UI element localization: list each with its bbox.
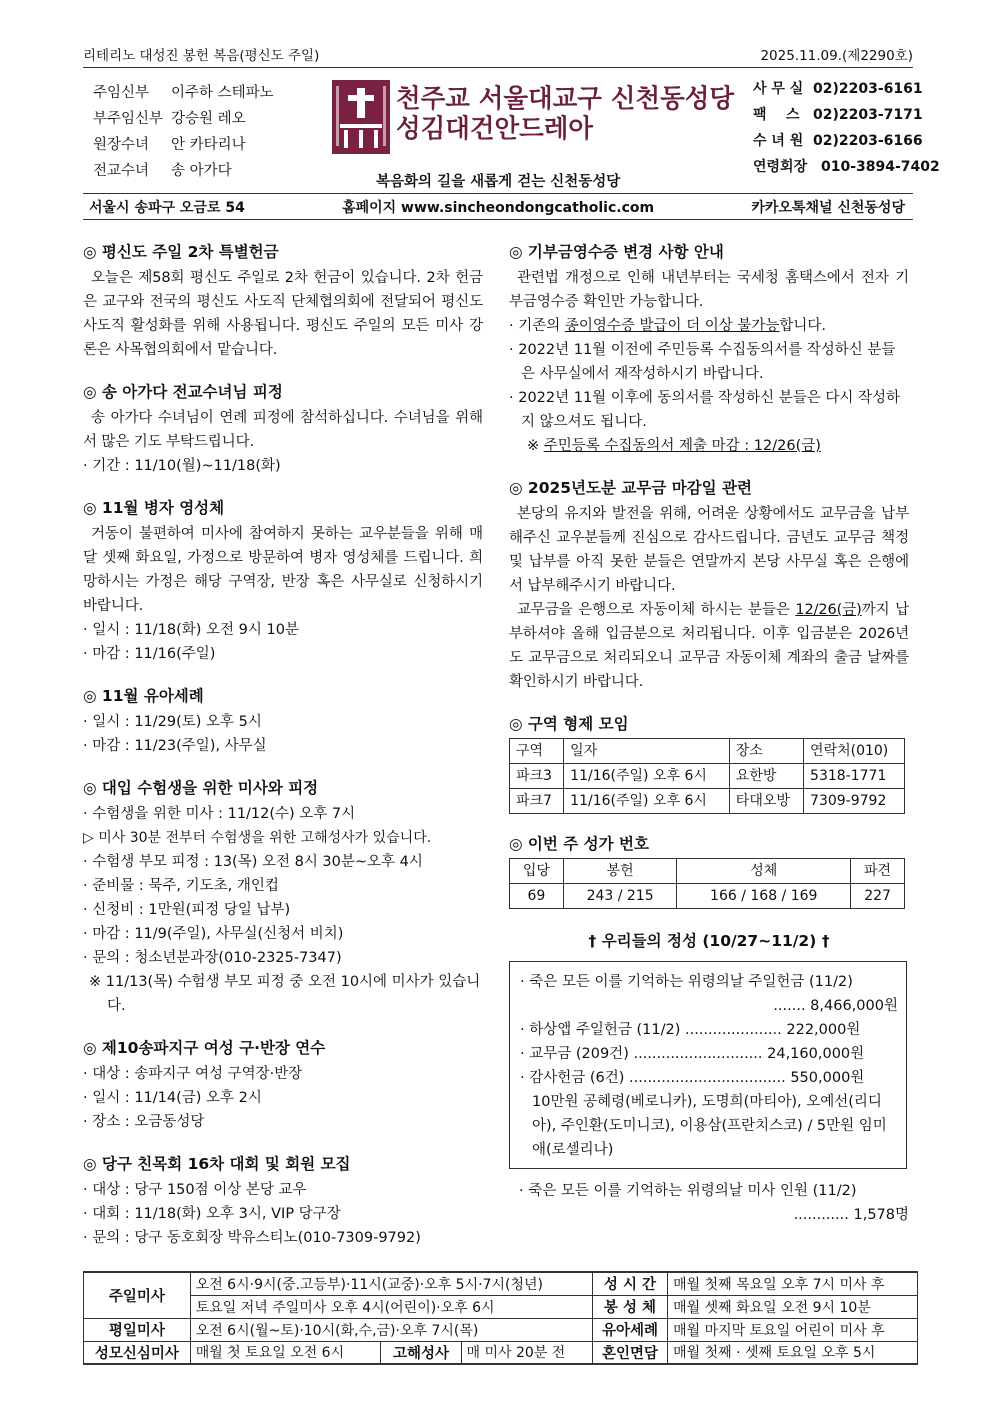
staff-row bbox=[93, 106, 274, 132]
notice-section bbox=[83, 1152, 483, 1250]
schedule-value: 매월 셋째 화요일 오전 9시 10분 bbox=[668, 1295, 918, 1318]
list-item: ▷ 미사 30분 전부터 수험생을 위한 고해성사가 있습니다. bbox=[83, 830, 432, 846]
list-item: · 준비물 : 묵주, 기도초, 개인컵 bbox=[83, 878, 279, 894]
contact-number: 02)2203-6166 bbox=[813, 133, 923, 149]
offering-amount: ....... 8,466,000원 bbox=[773, 998, 898, 1014]
list-item: · 마감 : 11/9(주일), 사무실(신청서 비치) bbox=[83, 926, 344, 942]
gospel-title: 리테리노 대성진 봉헌 복음(평신도 주일) bbox=[83, 48, 320, 64]
address-bar bbox=[83, 193, 913, 220]
schedule-label: 주일미사 bbox=[84, 1272, 191, 1318]
homepage-link[interactable]: 홈페이지 www.sincheondongcatholic.com bbox=[342, 200, 655, 216]
contact-label: 수 녀 원 bbox=[753, 133, 804, 149]
table-row bbox=[84, 1295, 918, 1318]
table-header: 성체 bbox=[677, 859, 851, 884]
section-body: 송 아가다 수녀님이 연례 피정에 참석하십니다. 수녀님을 위해서 많은 기도 부탁드립니다. bbox=[83, 410, 483, 450]
table-row bbox=[510, 764, 905, 789]
hymn-table bbox=[509, 858, 905, 909]
table-cell: 파크7 bbox=[510, 789, 564, 814]
table-cell: 7309-9792 bbox=[804, 789, 905, 814]
list-item: · 일시 : 11/14(금) 오후 2시 bbox=[83, 1090, 262, 1106]
schedule-label: 혼인면담 bbox=[592, 1341, 667, 1364]
section-title: ◎ 대입 수험생을 위한 미사와 피정 bbox=[83, 779, 319, 797]
staff-role: 부주임신부 bbox=[93, 111, 164, 127]
contact-row bbox=[753, 76, 940, 102]
list-item: ※ 11/13(목) 수험생 부모 피정 중 오전 10시에 미사가 있습니다. bbox=[89, 974, 481, 1014]
offering-line: · 감사헌금 (6건) .................................. 550,000원 bbox=[520, 1070, 865, 1086]
notice-section bbox=[83, 1036, 483, 1134]
parish-logo bbox=[332, 80, 390, 154]
table-header: 장소 bbox=[729, 739, 803, 764]
schedule-value: 매 미사 20분 전 bbox=[461, 1341, 592, 1364]
issue-date: 2025.11.09.(제2290호) bbox=[760, 48, 913, 64]
offering-line: · 죽은 모든 이를 기억하는 위령의날 미사 인원 (11/2) bbox=[519, 1183, 857, 1199]
notice-section bbox=[83, 240, 483, 362]
section-body: 본당의 유지와 발전을 위해, 어려운 상황에서도 교무금을 납부해주신 교우분들께 진심으로 감사드립니다. 금년도 교무금 책정 및 납부를 아직 못한 분들은 연말까지 본당 사무실 혹은 은행에서 납부해주시기 바랍니다. bbox=[509, 506, 909, 594]
list-item: · 장소 : 오금동성당 bbox=[83, 1114, 205, 1130]
table-row bbox=[84, 1272, 918, 1295]
section-title: ◎ 송 아가다 전교수녀님 피정 bbox=[83, 383, 283, 401]
schedule-label: 고해성사 bbox=[381, 1341, 461, 1364]
staff-role: 전교수녀 bbox=[93, 163, 150, 179]
list-item: · 일시 : 11/29(토) 오후 5시 bbox=[83, 714, 262, 730]
table-header-row bbox=[510, 739, 905, 764]
staff-name: 안 카타리나 bbox=[171, 137, 246, 153]
section-title: ◎ 평신도 주일 2차 특별헌금 bbox=[83, 243, 279, 261]
notice-section bbox=[509, 712, 909, 814]
list-item: · 문의 : 청소년분과장(010-2325-7347) bbox=[83, 950, 342, 966]
contact-label: 연령회장 bbox=[753, 159, 808, 175]
notice-section bbox=[83, 684, 483, 758]
section-title: ◎ 11월 유아세례 bbox=[83, 687, 204, 705]
offering-line: · 교무금 (209건) ............................ 24,160,000원 bbox=[520, 1046, 865, 1062]
body-text: 까지 납부하셔야 올해 입금분으로 처리됩니다. 이후 입금분은 2026년도 교무금으로 처리되오니 교무금 자동이체 계좌의 출금 날짜를 확인하시기 바랍니다. bbox=[509, 602, 909, 690]
table-row bbox=[510, 884, 905, 909]
table-cell: 타대오방 bbox=[729, 789, 803, 814]
section-body bbox=[509, 598, 909, 694]
list-item: · 대회 : 11/18(화) 오후 3시, VIP 당구장 bbox=[83, 1206, 341, 1222]
contact-label: 팩 스 bbox=[753, 107, 800, 123]
schedule-value: 매월 첫째 · 셋째 토요일 오후 5시 bbox=[668, 1341, 918, 1364]
section-title: † 우리들의 정성 (10/27~11/2) † bbox=[588, 932, 830, 950]
table-cell: 227 bbox=[851, 884, 905, 909]
top-line bbox=[83, 44, 913, 68]
offering-line: · 죽은 모든 이를 기억하는 위령의날 주일헌금 (11/2) bbox=[520, 974, 853, 990]
body-date: 12/26(금) bbox=[795, 602, 862, 618]
schedule-value: 토요일 저녁 주일미사 오후 4시(어린이)·오후 6시 bbox=[190, 1295, 592, 1318]
table-row bbox=[84, 1318, 918, 1341]
staff-role: 원장수녀 bbox=[93, 137, 150, 153]
table-cell: 166 / 168 / 169 bbox=[677, 884, 851, 909]
contact-row bbox=[753, 128, 940, 154]
notice-section bbox=[83, 776, 483, 1018]
table-cell: 11/16(주일) 오후 6시 bbox=[564, 764, 730, 789]
table-row bbox=[510, 789, 905, 814]
list-text: · 기존의 bbox=[509, 318, 565, 334]
list-item: · 대상 : 송파지구 여성 구역장·반장 bbox=[83, 1066, 303, 1082]
staff-name: 이주하 스테파노 bbox=[171, 85, 274, 101]
schedule-label: 봉 성 체 bbox=[592, 1295, 667, 1318]
list-item: · 신청비 : 1만원(피정 당일 납부) bbox=[83, 902, 291, 918]
section-title: ◎ 제10송파지구 여성 구·반장 연수 bbox=[83, 1039, 326, 1057]
contact-row bbox=[753, 154, 940, 180]
offering-section bbox=[509, 929, 909, 1227]
offering-box bbox=[509, 961, 907, 1169]
kakao-channel: 카카오톡채널 신천동성당 bbox=[751, 200, 905, 216]
section-body: 거동이 불편하여 미사에 참여하지 못하는 교우분들을 위해 매달 셋째 화요일, 가정으로 방문하여 병자 영성체를 드립니다. 희망하시는 가정은 해당 구역장, 반장 혹은 사무실로 신청하시기 바랍니다. bbox=[83, 526, 483, 614]
section-title: ◎ 당구 친목회 16차 대회 및 회원 모집 bbox=[83, 1155, 351, 1173]
staff-name: 송 아가다 bbox=[171, 163, 232, 179]
schedule-value: 매월 마지막 토요일 어린이 미사 후 bbox=[668, 1318, 918, 1341]
section-title: ◎ 11월 병자 영성체 bbox=[83, 499, 225, 517]
table-header: 입당 bbox=[510, 859, 564, 884]
table-header: 연락처(010) bbox=[804, 739, 905, 764]
right-column bbox=[509, 240, 909, 1227]
note-mark: ※ bbox=[527, 438, 544, 454]
list-item: · 마감 : 11/16(주일) bbox=[83, 646, 216, 662]
schedule-label: 유아세례 bbox=[592, 1318, 667, 1341]
parish-name: 천주교 서울대교구 신천동성당 bbox=[396, 84, 734, 114]
mass-schedule-table bbox=[83, 1271, 918, 1365]
list-item: · 수험생을 위한 미사 : 11/12(수) 오후 7시 bbox=[83, 806, 356, 822]
table-header: 구역 bbox=[510, 739, 564, 764]
notice-section bbox=[509, 476, 909, 694]
district-table bbox=[509, 738, 905, 814]
staff-row bbox=[93, 132, 274, 158]
table-cell: 11/16(주일) 오후 6시 bbox=[564, 789, 730, 814]
section-title: ◎ 이번 주 성가 번호 bbox=[509, 835, 649, 853]
schedule-label: 성모신심미사 bbox=[84, 1341, 191, 1364]
table-header: 일자 bbox=[564, 739, 730, 764]
section-title: ◎ 구역 형제 모임 bbox=[509, 715, 629, 733]
contact-number: 02)2203-7171 bbox=[813, 107, 923, 123]
schedule-value: 매월 첫째 목요일 오후 7시 미사 후 bbox=[668, 1272, 918, 1295]
list-item: · 문의 : 당구 동호회장 박유스티노(010-7309-9792) bbox=[83, 1230, 421, 1246]
table-row bbox=[84, 1341, 918, 1364]
list-text: 합니다. bbox=[779, 318, 827, 334]
list-item: · 수험생 부모 피정 : 13(목) 오전 8시 30분~오후 4시 bbox=[83, 854, 423, 870]
donor-list: 10만원 공혜령(베로니카), 도명희(마티아), 오예선(리디아), 주인환(도미니코), 이용삼(프란치스코) / 5만원 임미애(로셀리나) bbox=[532, 1094, 887, 1158]
left-column bbox=[83, 240, 483, 1268]
section-title: ◎ 2025년도분 교무금 마감일 관련 bbox=[509, 479, 752, 497]
list-item: · 기간 : 11/10(월)~11/18(화) bbox=[83, 458, 281, 474]
staff-list bbox=[93, 80, 274, 184]
schedule-value: 오전 6시(월~토)·10시(화,수,금)·오후 7시(목) bbox=[190, 1318, 592, 1341]
contact-list bbox=[753, 76, 940, 180]
table-cell: 5318-1771 bbox=[804, 764, 905, 789]
attendance-count: ............ 1,578명 bbox=[793, 1207, 909, 1223]
notice-section bbox=[83, 380, 483, 478]
contact-number: 02)2203-6161 bbox=[813, 81, 923, 97]
schedule-value: 매월 첫 토요일 오전 6시 bbox=[190, 1341, 381, 1364]
table-cell: 243 / 215 bbox=[563, 884, 677, 909]
list-item: · 2022년 11월 이전에 주민등록 수집동의서를 작성하신 분들은 사무실에서 재작성하시기 바랍니다. bbox=[509, 342, 896, 382]
list-item: · 대상 : 당구 150점 이상 본당 교우 bbox=[83, 1182, 307, 1198]
section-title: ◎ 기부금영수증 변경 사항 안내 bbox=[509, 243, 724, 261]
address: 서울시 송파구 오금로 54 bbox=[89, 200, 245, 216]
note-text: 주민등록 수집동의서 제출 마감 : 12/26(금) bbox=[543, 438, 821, 454]
table-header: 봉헌 bbox=[563, 859, 677, 884]
notice-section bbox=[83, 496, 483, 666]
body-text: 교무금을 은행으로 자동이체 하시는 분들은 bbox=[517, 602, 796, 618]
list-item: · 일시 : 11/18(화) 오전 9시 10분 bbox=[83, 622, 299, 638]
contact-number: 010-3894-7402 bbox=[821, 159, 940, 175]
section-body: 관련법 개정으로 인해 내년부터는 국세청 홈택스에서 전자 기부금영수증 확인만 가능합니다. bbox=[509, 270, 909, 310]
table-header: 파견 bbox=[851, 859, 905, 884]
cross-logo-icon bbox=[332, 80, 390, 154]
contact-label: 사 무 실 bbox=[753, 81, 804, 97]
schedule-label: 평일미사 bbox=[84, 1318, 191, 1341]
staff-role: 주임신부 bbox=[93, 85, 150, 101]
section-body: 오늘은 제58회 평신도 주일로 2차 헌금이 있습니다. 2차 헌금은 교구와 전국의 평신도 사도직 단체협의회에 전달되어 평신도 사도직 활성화를 위해 사용됩니다. 평신도 주일의 모든 미사 강론은 사목협의회에서 맡습니다. bbox=[83, 270, 483, 358]
table-cell: 69 bbox=[510, 884, 564, 909]
table-cell: 요한방 bbox=[729, 764, 803, 789]
offering-line: · 하상앱 주일헌금 (11/2) ..................... 222,000원 bbox=[520, 1022, 861, 1038]
list-item bbox=[509, 314, 909, 338]
notice-section bbox=[509, 832, 909, 909]
parish-title bbox=[396, 84, 734, 144]
parish-patron: 성김대건안드레아 bbox=[396, 114, 594, 144]
table-cell: 파크3 bbox=[510, 764, 564, 789]
list-item: · 마감 : 11/23(주일), 사무실 bbox=[83, 738, 267, 754]
staff-row bbox=[93, 158, 274, 184]
note bbox=[509, 434, 909, 458]
staff-row bbox=[93, 80, 274, 106]
list-item: · 2022년 11월 이후에 동의서를 작성하신 분들은 다시 작성하지 않으셔도 됩니다. bbox=[509, 390, 900, 430]
table-header-row bbox=[510, 859, 905, 884]
notice-section bbox=[509, 240, 909, 458]
list-text-underlined: 종이영수증 발급이 더 이상 불가능 bbox=[564, 318, 780, 334]
contact-row bbox=[753, 102, 940, 128]
parish-slogan: 복음화의 길을 새롭게 걷는 신천동성당 bbox=[376, 174, 621, 190]
schedule-value: 오전 6시·9시(중.고등부)·11시(교중)·오후 5시·7시(청년) bbox=[190, 1272, 592, 1295]
staff-name: 강승원 레오 bbox=[171, 111, 246, 127]
schedule-label: 성 시 간 bbox=[592, 1272, 667, 1295]
